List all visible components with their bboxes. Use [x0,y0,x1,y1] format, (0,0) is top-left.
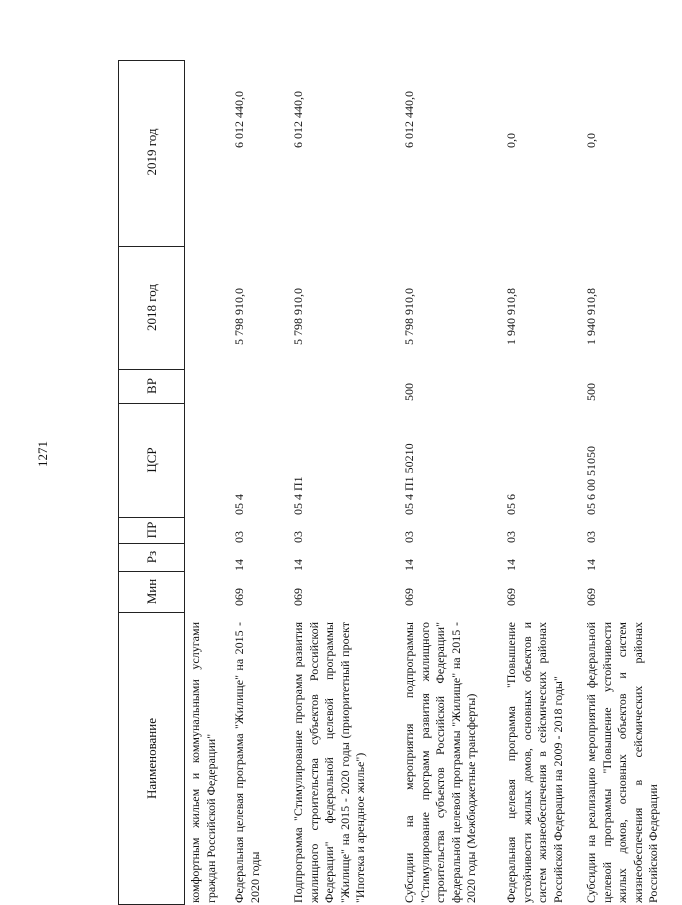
header-2019: 2019 год [119,58,184,247]
row-rz: 14 [232,559,246,571]
row-2018: 5 798 910,0 [232,288,246,345]
row-min: 069 [291,588,305,606]
row-min: 069 [504,588,518,606]
table-row [582,60,682,905]
row-csr: 05 6 00 51050 [584,446,598,515]
row-2019: 6 012 440,0 [402,91,416,148]
header-pr: ПР [119,517,184,544]
row-csr: 05 4 П1 50210 [402,443,416,515]
row-csr: 05 4 [232,494,246,515]
row-name: Федеральная целевая программа "Повышение устойчивости жилых домов, основных объектов и систем жизнеобеспечения в сейсмических районах Российской Федерации на 2009 - 2018 годы" [504,622,565,903]
row-min: 069 [584,588,598,606]
row-name: комфортным жильем и коммунальными услугами граждан Российской Федерации" [188,622,218,903]
row-name: Субсидии на мероприятия подпрограммы "Стимулирование программ развития жилищного строительства субъектов Российской Федерации" федеральной целевой программы "Жилище" на 2015 - 2020 годы (Межбюджетные трансферты) [402,622,479,903]
header-vr: ВР [119,369,184,404]
rotated-page [60,0,661,905]
row-name: Субсидии на реализацию мероприятий федеральной целевой программы "Повышение устойчивости жилых домов, основных объектов и систем жизнеобеспечения в сейсмических районах Российской Федерации [584,622,661,903]
header-csr: ЦСР [119,403,184,518]
table-row [186,60,224,905]
row-2019: 0,0 [584,133,598,148]
row-vr: 500 [584,383,598,401]
row-2018: 1 940 910,8 [504,288,518,345]
row-vr [502,367,582,405]
row-2019: 0,0 [504,133,518,148]
header-rz: Рз [119,543,184,572]
table-row [289,60,389,905]
table-row [502,60,582,905]
row-2019: 6 012 440,0 [291,91,305,148]
row-vr [289,367,389,405]
header-name: Наименование [143,718,159,799]
header-2018: 2018 год [119,246,184,370]
row-csr: 05 6 [504,494,518,515]
row-2019: 6 012 440,0 [232,91,246,148]
row-rz: 14 [504,559,518,571]
table-row [400,60,492,905]
page-number [33,443,53,465]
row-2018: 5 798 910,0 [291,288,305,345]
row-pr: 03 [291,531,305,543]
row-rz: 14 [584,559,598,571]
row-min: 069 [402,588,416,606]
page-number-text: 1271 [35,441,50,467]
row-2018: 5 798 910,0 [402,288,416,345]
budget-table [60,60,661,905]
row-rz: 14 [402,559,416,571]
row-pr: 03 [232,531,246,543]
row-pr: 03 [584,531,598,543]
row-min: 069 [232,588,246,606]
row-vr: 500 [402,383,416,401]
table-row [230,60,274,905]
row-name: Федеральная целевая программа "Жилище" на 2015 - 2020 годы [232,622,262,903]
row-pr: 03 [504,531,518,543]
row-rz: 14 [291,559,305,571]
table-header [118,60,185,905]
row-name: Подпрограмма "Стимулирование программ развития жилищного строительства субъектов Российской Федерации" федеральной целевой программы "Жилище" на 2015 - 2020 годы (приоритетный проект "Ипотека и арендное жилье") [291,622,368,903]
row-2018: 1 940 910,8 [584,288,598,345]
row-csr: 05 4 П1 [291,476,305,515]
row-pr: 03 [402,531,416,543]
header-min: Мин [119,571,184,613]
row-vr [230,367,274,405]
